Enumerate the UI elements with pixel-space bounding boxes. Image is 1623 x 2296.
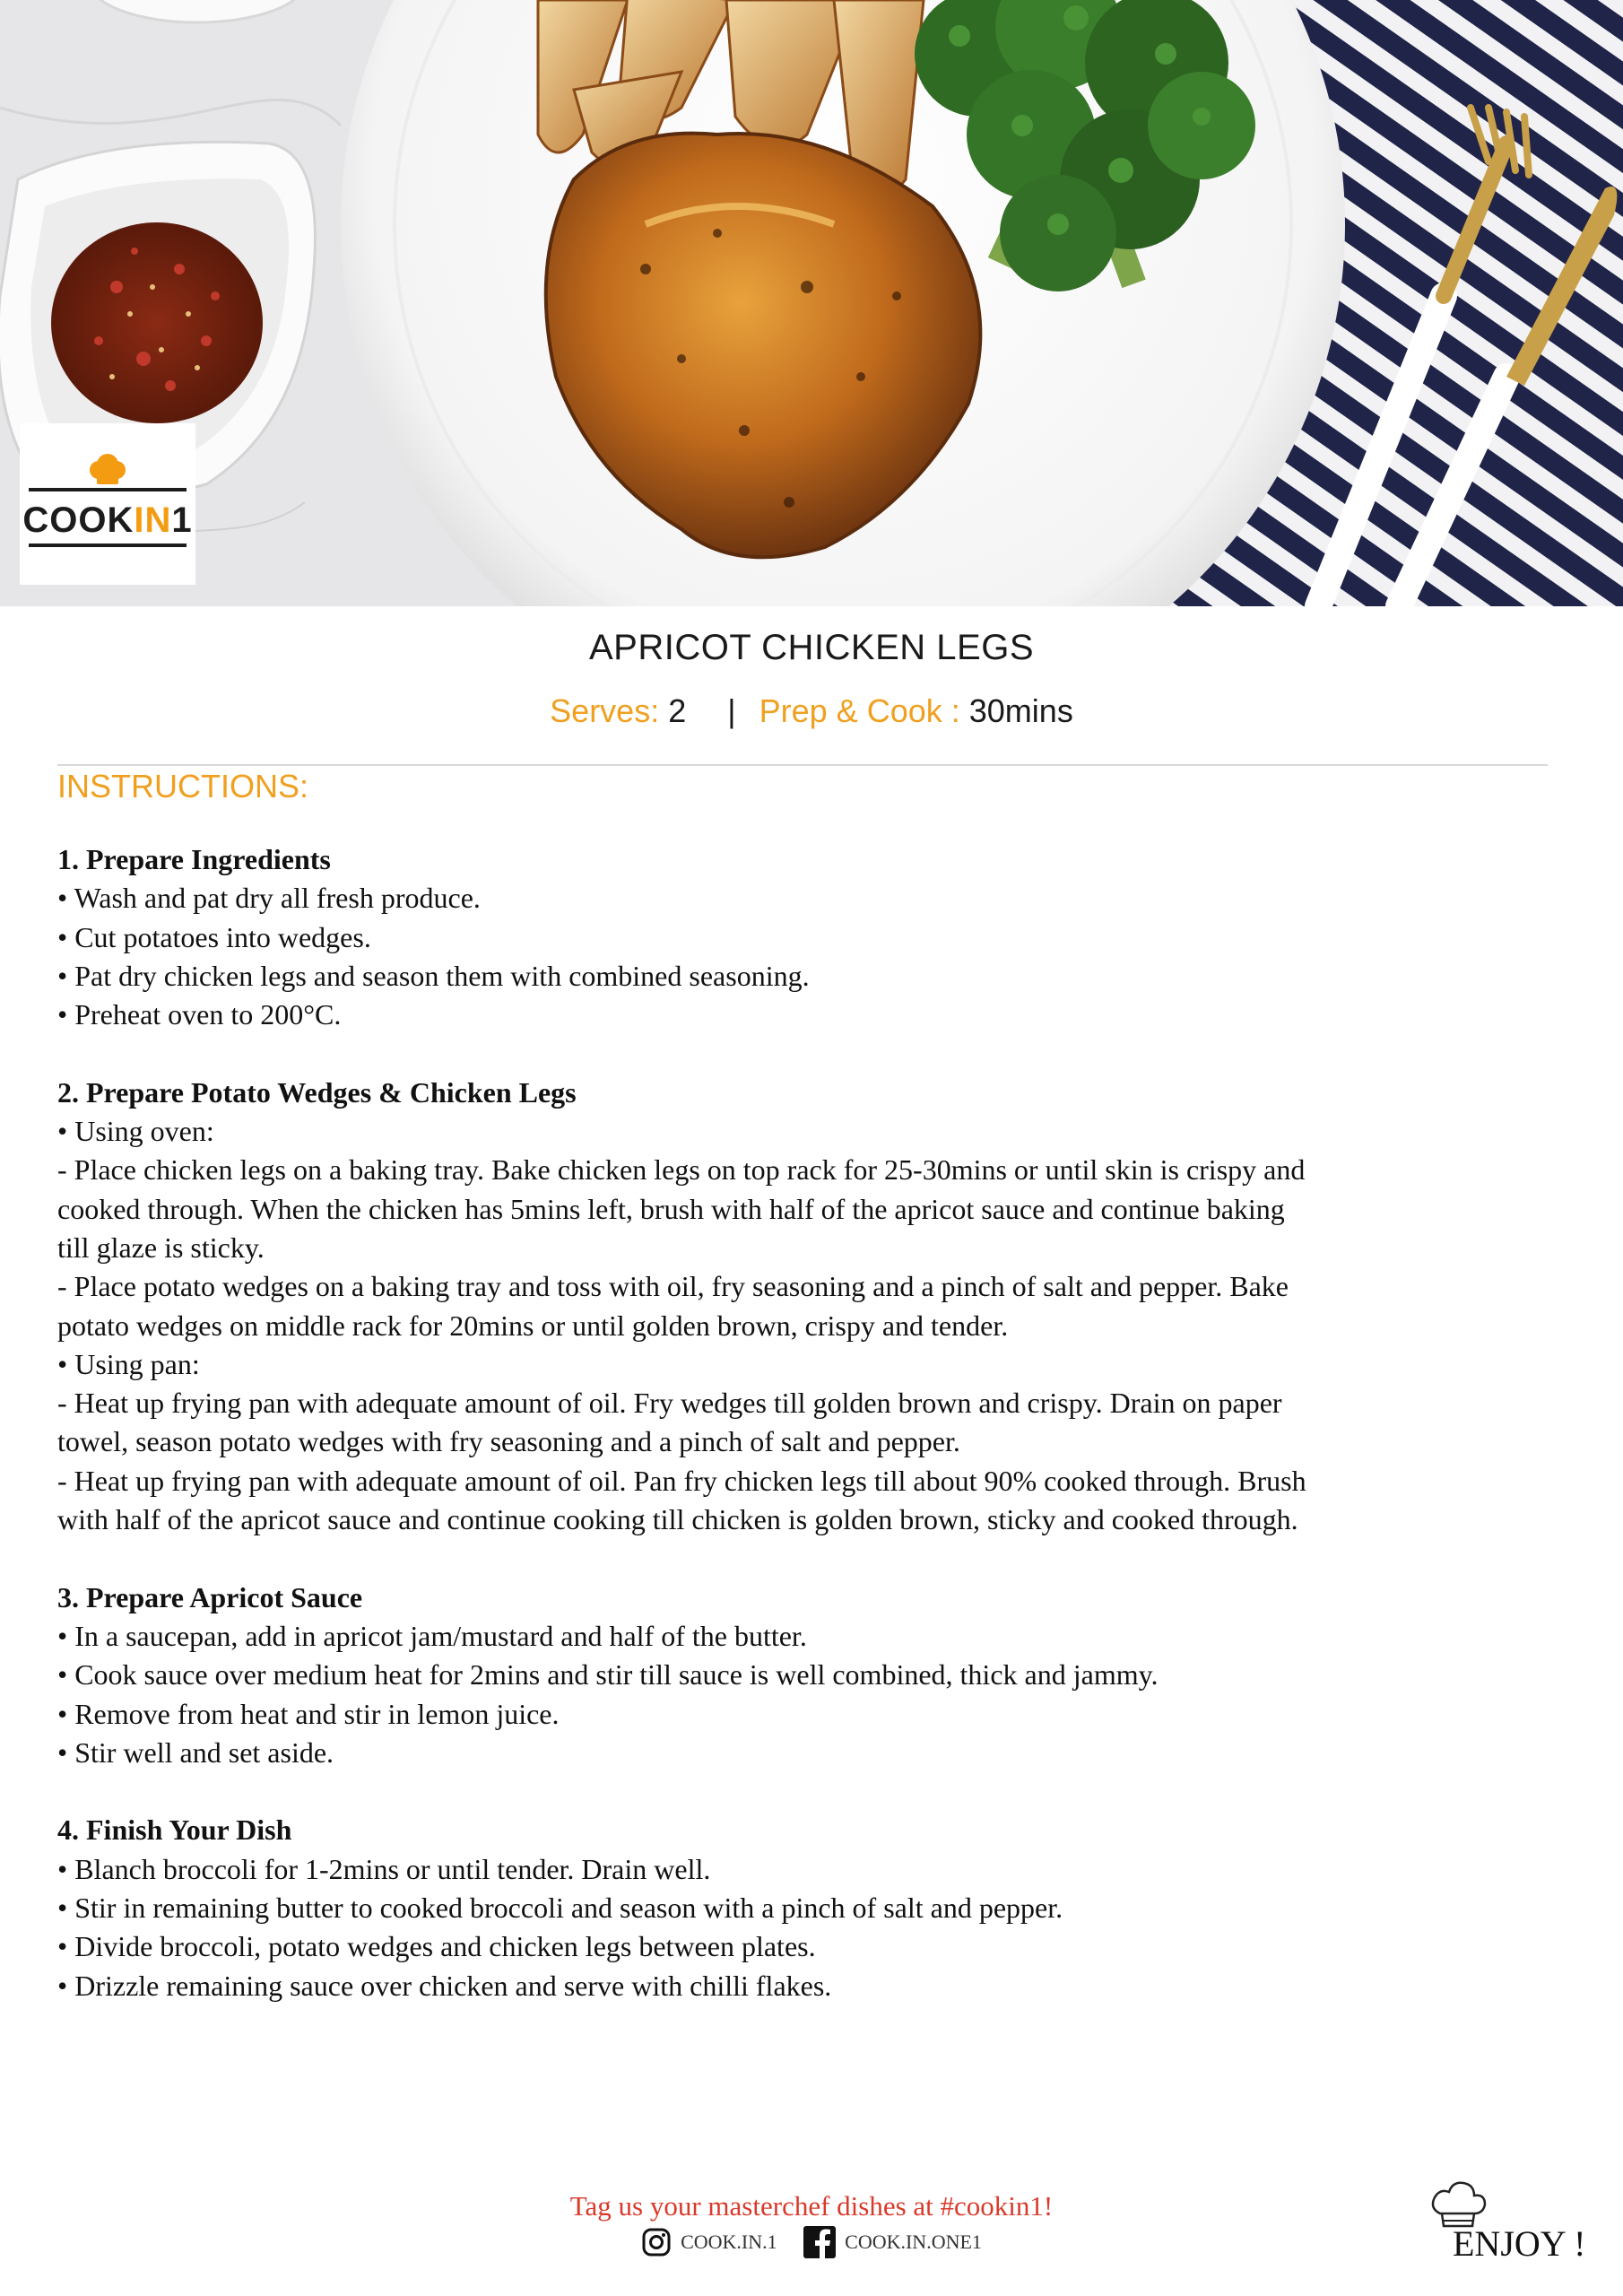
step-line: towel, season potato wedges with fry seasoning and a pinch of salt and pepper. [57,1425,960,1458]
step-line: • Wash and pat dry all fresh produce. [57,882,481,915]
step-line: cooked through. When the chicken has 5mins left, brush with half of the apricot sauce and continue baking [57,1192,1285,1225]
time-value: 30mins [968,692,1073,729]
step-line: • Stir well and set aside. [57,1735,334,1769]
step-title: 2. Prepare Potato Wedges & Chicken Legs [57,1075,577,1109]
step-4 [57,1811,1573,2005]
social-links [0,2226,1623,2258]
serves-value: 2 [668,692,687,729]
instructions-body [57,840,1573,2044]
serves-label: Serves: [550,692,660,729]
instructions-heading: INSTRUCTIONS: [57,768,309,804]
step-line: - Heat up frying pan with adequate amount of oil. Pan fry chicken legs till about 90% cooked through. Brush [57,1464,1306,1497]
brand-logo [20,423,195,585]
step-title: 3. Prepare Apricot Sauce [57,1580,363,1613]
step-1 [57,840,1573,1034]
step-line: • Using oven: [57,1115,214,1148]
instagram-handle: COOK.IN.1 [681,2231,777,2253]
step-line: • Remove from heat and stir in lemon juice. [57,1697,560,1730]
facebook-icon [803,2226,836,2258]
step-title: 4. Finish Your Dish [57,1813,292,1847]
step-line: - Place potato wedges on a baking tray and toss with oil, fry seasoning and a pinch of salt and pepper. Bake [57,1270,1289,1303]
step-line: • Drizzle remaining sauce over chicken and serve with chilli flakes. [57,1969,832,2002]
footer-tagline: Tag us your masterchef dishes at #cookin1! [569,2190,1054,2222]
instagram-link[interactable] [641,2227,777,2257]
hero-photo [0,0,1623,606]
step-line: • Preheat oven to 200°C. [57,998,342,1031]
step-line: • Divide broccoli, potato wedges and chicken legs between plates. [57,1930,816,1963]
step-3 [57,1578,1573,1772]
step-line: • In a saucepan, add in apricot jam/mustard and half of the butter. [57,1619,807,1652]
step-line: • Stir in remaining butter to cooked broccoli and season with a pinch of salt and pepper. [57,1892,1063,1925]
recipe-title: APRICOT CHICKEN LEGS [588,628,1035,667]
hero-illustration [0,0,1623,606]
step-line: with half of the apricot sauce and continue cooking till chicken is golden brown, sticky and cooked through. [57,1503,1298,1536]
step-line: • Blanch broccoli for 1-2mins or until tender. Drain well. [57,1852,711,1885]
facebook-link[interactable] [803,2226,982,2258]
chili-flakes [51,222,263,423]
step-line: • Cut potatoes into wedges. [57,920,371,953]
step-line: • Pat dry chicken legs and season them with combined seasoning. [57,959,810,992]
logo-wordmark: COOKIN1 [22,500,193,540]
recipe-meta [0,692,1623,730]
time-label: Prep & Cook : [759,692,960,729]
step-line: • Cook sauce over medium heat for 2mins and stir till sauce is well combined, thick and jammy. [57,1658,1159,1692]
instagram-icon [641,2227,672,2257]
meta-separator: | [727,692,736,729]
facebook-handle: COOK.IN.ONE1 [845,2231,982,2253]
step-line: - Place chicken legs on a baking tray. Bake chicken legs on top rack for 25-30mins or until skin is crispy and [57,1153,1306,1187]
step-line: potato wedges on middle rack for 20mins or until golden brown, crispy and tender. [57,1309,1009,1342]
divider [57,764,1548,766]
step-line: till glaze is sticky. [57,1231,265,1264]
step-2 [57,1074,1573,1540]
step-line: - Heat up frying pan with adequate amount of oil. Fry wedges till golden brown and crispy. Drain on paper [57,1387,1282,1420]
signoff-text: ENJOY ! [1453,2223,1586,2264]
step-title: 1. Prepare Ingredients [57,843,331,875]
step-line: • Using pan: [57,1347,200,1380]
